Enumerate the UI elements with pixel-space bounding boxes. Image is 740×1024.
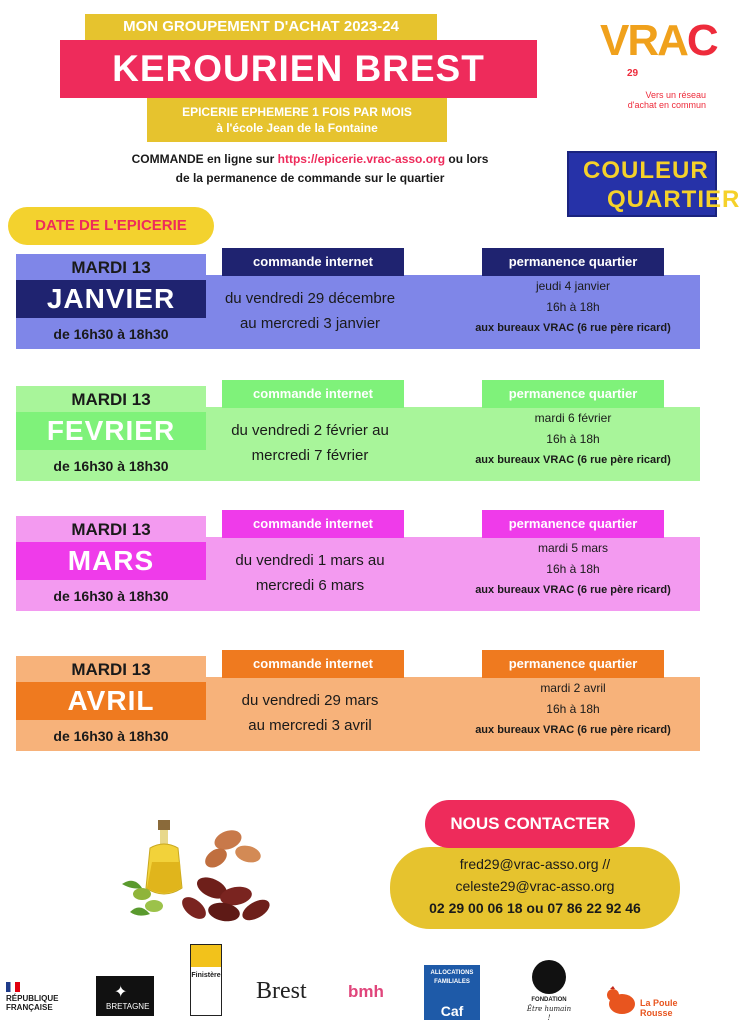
section-month: JANVIER	[16, 280, 206, 318]
internet-order-line2: au mercredi 3 janvier	[239, 315, 381, 332]
internet-order-dates	[205, 688, 415, 738]
permanence-details	[448, 678, 698, 741]
section-day: MARDI 13	[71, 520, 151, 539]
header-subtitle	[147, 98, 447, 142]
vrac-logo-c: C	[686, 16, 717, 65]
page-title: KEROURIEN BREST	[60, 40, 537, 98]
internet-order-tag: commande internet	[222, 248, 404, 276]
internet-order-line1: du vendredi 29 décembre	[224, 290, 396, 307]
header-subtitle-line1: EPICERIE EPHEMERE 1 FOIS PAR MOIS	[182, 105, 412, 119]
internet-order-tag: commande internet	[222, 510, 404, 538]
contact-phones: 02 29 00 06 18 ou 07 86 22 92 46	[429, 900, 641, 916]
caf-text: Caf	[440, 1003, 464, 1019]
header-top-label: MON GROUPEMENT D'ACHAT 2023-24	[85, 14, 437, 40]
la-poule-rousse-logo	[640, 998, 678, 1018]
internet-order-dates	[205, 548, 415, 598]
order-link[interactable]: https://epicerie.vrac-asso.org	[277, 152, 446, 166]
permanence-hours: 16h à 18h	[546, 562, 600, 576]
fondation-text: FONDATION	[531, 997, 567, 1003]
couleur-quartier-line2: QUARTIER	[607, 186, 740, 213]
internet-order-line2: au mercredi 3 avril	[248, 717, 372, 734]
section-hours: de 16h30 à 18h30	[53, 588, 169, 604]
section-hours: de 16h30 à 18h30	[53, 728, 169, 744]
caf-logo	[424, 965, 480, 1020]
permanence-address: aux bureaux VRAC (6 rue père ricard)	[475, 584, 671, 596]
ermine-icon: ✦	[114, 984, 128, 1001]
section-day: MARDI 13	[71, 390, 151, 409]
permanence-hours: 16h à 18h	[546, 300, 600, 314]
bretagne-text: BRETAGNE	[106, 1002, 150, 1011]
date-label: DATE DE L'EPICERIE	[8, 207, 214, 245]
internet-order-tag: commande internet	[222, 380, 404, 408]
fondation-abbe-pierre-logo	[526, 960, 572, 1022]
finistere-crest-icon	[191, 945, 221, 967]
permanence-address: aux bureaux VRAC (6 rue père ricard)	[475, 454, 671, 466]
fondation-tagline: Être humain !	[526, 1005, 572, 1022]
finistere-text: Finistère	[191, 972, 221, 979]
bmh-logo: bmh	[348, 982, 384, 1001]
internet-order-line1: du vendredi 2 février au	[231, 422, 389, 439]
permanence-day: mardi 6 février	[534, 411, 612, 425]
republique-francaise-logo	[6, 982, 66, 1012]
fondation-icon	[532, 960, 566, 994]
finistere-logo	[190, 944, 222, 1016]
section-day: MARDI 13	[71, 258, 151, 277]
permanence-address: aux bureaux VRAC (6 rue père ricard)	[475, 322, 671, 334]
food-illustration	[120, 818, 275, 928]
permanence-day: mardi 5 mars	[537, 541, 608, 555]
section-month: MARS	[16, 542, 206, 580]
contact-label: NOUS CONTACTER	[425, 800, 635, 848]
vrac-logo-number: 29	[627, 68, 639, 79]
order-info-prefix: COMMANDE en ligne sur	[131, 152, 278, 166]
region-bretagne-logo	[96, 976, 154, 1016]
permanence-tag: permanence quartier	[482, 380, 664, 408]
contact-email-2[interactable]: celeste29@vrac-asso.org	[455, 878, 615, 894]
vrac-tagline	[596, 90, 706, 110]
permanence-details	[448, 408, 698, 471]
section-hours: de 16h30 à 18h30	[53, 326, 169, 342]
vrac-logo	[600, 16, 717, 66]
permanence-details	[448, 276, 698, 339]
permanence-address: aux bureaux VRAC (6 rue père ricard)	[475, 724, 671, 736]
internet-order-line1: du vendredi 29 mars	[241, 692, 379, 709]
section-month: AVRIL	[16, 682, 206, 720]
internet-order-line2: mercredi 7 février	[251, 447, 369, 464]
internet-order-tag: commande internet	[222, 650, 404, 678]
poule-rousse-line2: Rousse	[640, 1008, 673, 1018]
permanence-tag: permanence quartier	[482, 510, 664, 538]
contact-details	[395, 853, 675, 919]
poule-rousse-line1: La Poule	[640, 998, 678, 1008]
caf-top-text: ALLOCATIONS FAMILIALES	[430, 970, 474, 985]
section-hours: de 16h30 à 18h30	[53, 458, 169, 474]
order-info-suffix: ou lors	[445, 152, 489, 166]
french-flag-icon	[6, 982, 20, 992]
brest-metropole-logo: Brest	[256, 978, 307, 1004]
internet-order-line1: du vendredi 1 mars au	[235, 552, 385, 569]
section-day: MARDI 13	[71, 660, 151, 679]
vrac-logo-letters: VRA	[600, 16, 687, 65]
hen-icon	[604, 986, 638, 1016]
order-info-line2: de la permanence de commande sur le quartier	[175, 171, 445, 185]
permanence-tag: permanence quartier	[482, 650, 664, 678]
section-month: FEVRIER	[16, 412, 206, 450]
internet-order-dates	[205, 286, 415, 336]
republique-francaise-text: RÉPUBLIQUE FRANÇAISE	[6, 994, 59, 1012]
permanence-day: mardi 2 avril	[540, 681, 606, 695]
permanence-tag: permanence quartier	[482, 248, 664, 276]
permanence-day: jeudi 4 janvier	[535, 279, 611, 293]
permanence-details	[448, 538, 698, 601]
couleur-quartier-line1: COULEUR	[583, 157, 709, 184]
header-subtitle-line2: à l'école Jean de la Fontaine	[216, 121, 378, 135]
permanence-hours: 16h à 18h	[546, 702, 600, 716]
vrac-tagline-line1: Vers un réseau	[645, 90, 706, 100]
vrac-tagline-line2: d'achat en commun	[627, 100, 706, 110]
permanence-hours: 16h à 18h	[546, 432, 600, 446]
order-info	[70, 150, 550, 188]
contact-email-1[interactable]: fred29@vrac-asso.org //	[459, 856, 611, 872]
internet-order-dates	[205, 418, 415, 468]
internet-order-line2: mercredi 6 mars	[255, 577, 365, 594]
